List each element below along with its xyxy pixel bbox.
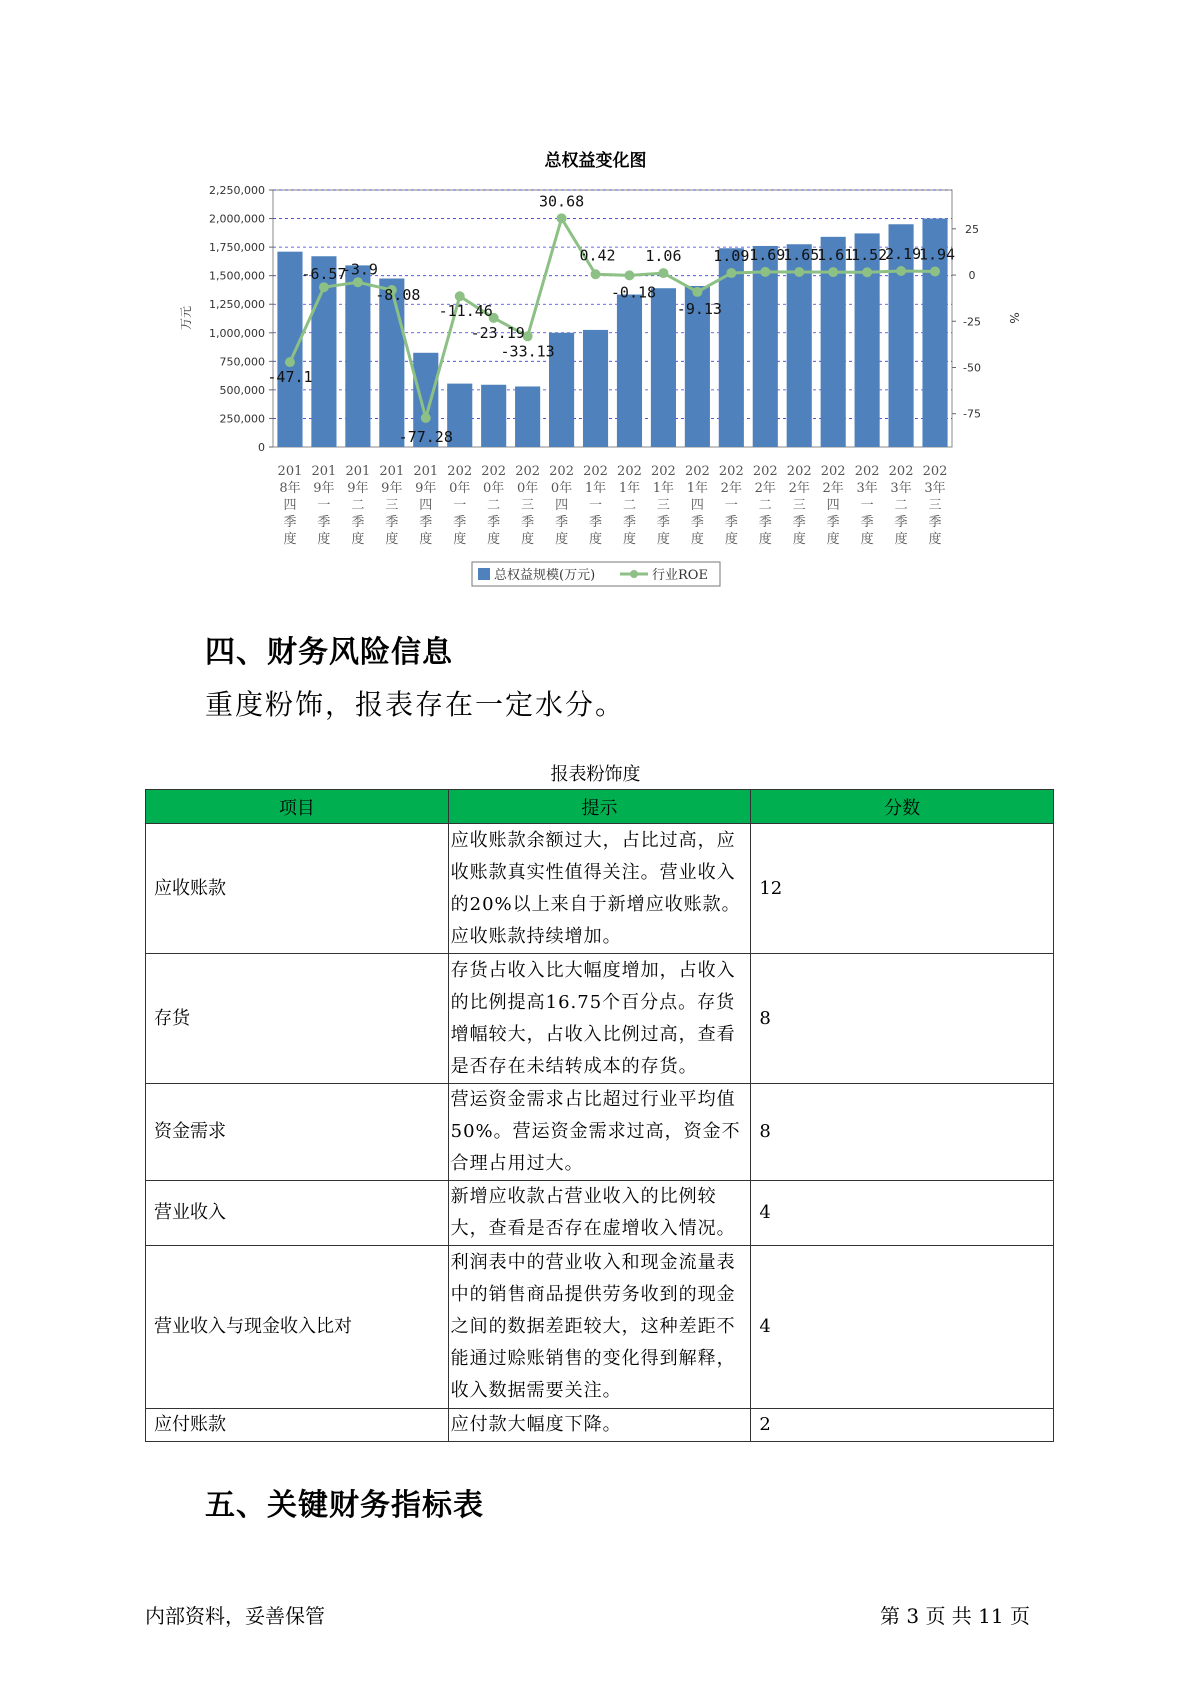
left-tick-label: 0 <box>258 441 265 454</box>
legend-line-label: 行业ROE <box>652 568 708 583</box>
plot-area <box>273 190 952 447</box>
roe-data-label: -8.08 <box>375 285 421 304</box>
roe-point <box>692 287 702 297</box>
row-hint-text: 存货占收入比大幅度增加，占收入的比例提高16.75个百分点。存货增幅较大，占收入比例过高，查看是否存在未结转成本的存货。 <box>450 959 736 1077</box>
category-label: 四 <box>419 498 433 513</box>
row-hint <box>448 824 751 954</box>
roe-point <box>591 269 601 279</box>
left-tick-label: 1,250,000 <box>209 298 265 312</box>
category-label: 季 <box>555 515 569 530</box>
category-label: 2年 <box>822 481 844 496</box>
category-label: 度 <box>317 532 331 547</box>
category-label: 季 <box>487 515 501 530</box>
table-row <box>146 1181 1054 1246</box>
category-label: 202 <box>515 464 541 479</box>
category-label: 201 <box>413 464 439 479</box>
category-label: 季 <box>419 515 433 530</box>
category-label: 一 <box>589 498 603 513</box>
category-label: 一 <box>724 498 738 513</box>
category-label: 度 <box>860 532 874 547</box>
category-label: 度 <box>453 532 467 547</box>
category-label: 201 <box>277 464 303 479</box>
roe-data-label: -0.18 <box>610 283 657 302</box>
roe-point <box>455 291 465 301</box>
footer-confidential-note: 内部资料，妥善保管 <box>145 1604 325 1628</box>
table-header-row <box>146 790 1054 824</box>
row-hint-text: 应收账款余额过大，占比过高，应收账款真实性值得关注。营业收入的20%以上来自于新增应收账款。应收账款持续增加。 <box>450 829 741 947</box>
category-label: 四 <box>690 498 704 513</box>
roe-point <box>828 267 838 277</box>
section-heading-key-indicators: 五、关键财务指标表 <box>205 1488 484 1523</box>
table-row <box>146 824 1054 954</box>
footer-page-number: 第 3 页 共 11 页 <box>880 1604 1030 1628</box>
left-axis-label: 万元 <box>179 305 193 331</box>
category-label: 度 <box>724 532 738 547</box>
left-tick-label: 1,500,000 <box>209 269 265 283</box>
risk-summary-text: 重度粉饰，报表存在一定水分。 <box>205 688 626 721</box>
row-item: 营业收入 <box>146 1181 449 1246</box>
row-score: 4 <box>751 1181 1054 1246</box>
roe-data-label: -6.57 <box>301 265 347 284</box>
category-label: 季 <box>521 515 535 530</box>
roe-data-label: 1.94 <box>918 245 956 264</box>
row-score: 4 <box>751 1246 1054 1409</box>
category-label: 季 <box>453 515 467 530</box>
category-label: 1年 <box>686 481 709 496</box>
legend-bar-swatch <box>478 568 490 580</box>
category-label: 1年 <box>584 481 607 496</box>
bar <box>651 288 676 447</box>
roe-data-label: -33.13 <box>500 342 555 361</box>
row-hint-text: 营运资金需求占比超过行业平均值50%。营运资金需求过高，资金不合理占用过大。 <box>450 1089 741 1174</box>
row-item: 资金需求 <box>146 1084 449 1181</box>
left-tick-label: 500,000 <box>219 383 265 397</box>
roe-point <box>896 266 906 276</box>
left-tick-label: 250,000 <box>219 412 265 426</box>
category-label: 季 <box>656 515 670 530</box>
category-label: 度 <box>622 532 636 547</box>
roe-data-label: -77.28 <box>398 427 453 446</box>
roe-data-label: -47.1 <box>267 368 313 387</box>
roe-data-label: 1.06 <box>645 247 682 266</box>
row-hint-text: 应付款大幅度下降。 <box>450 1414 622 1435</box>
category-label: 度 <box>792 532 806 547</box>
category-label: 季 <box>826 515 840 530</box>
category-label: 3年 <box>890 481 912 496</box>
category-label: 度 <box>487 532 501 547</box>
category-label: 度 <box>555 532 569 547</box>
roe-data-label: -11.46 <box>438 302 493 321</box>
category-label: 度 <box>351 532 365 547</box>
category-label: 季 <box>283 515 297 530</box>
category-label: 202 <box>447 464 473 479</box>
bar <box>345 265 370 447</box>
row-hint <box>448 1409 751 1442</box>
header-score: 分数 <box>751 790 1054 824</box>
category-label: 度 <box>826 532 840 547</box>
category-label: 度 <box>656 532 670 547</box>
category-label: 季 <box>385 515 399 530</box>
row-hint <box>448 1084 751 1181</box>
category-label: 一 <box>317 498 331 513</box>
roe-data-label: -23.19 <box>470 323 525 342</box>
category-label: 二 <box>351 498 365 513</box>
category-label: 0年 <box>516 481 539 496</box>
category-label: 四 <box>826 498 840 513</box>
roe-point <box>658 268 668 278</box>
category-label: 三 <box>656 498 670 513</box>
equity-change-chart <box>0 0 1191 600</box>
category-label: 1年 <box>618 481 641 496</box>
category-label: 0年 <box>483 481 505 496</box>
category-label: 度 <box>385 532 399 547</box>
category-label: 0年 <box>550 481 573 496</box>
category-label: 3年 <box>856 481 878 496</box>
category-label: 三 <box>792 498 806 513</box>
category-label: 202 <box>888 464 914 479</box>
bar <box>515 386 540 447</box>
roe-point <box>285 357 295 367</box>
left-tick-label: 2,250,000 <box>209 184 265 197</box>
bar <box>583 330 608 447</box>
left-tick-label: 1,750,000 <box>209 241 265 255</box>
right-tick-label: 0 <box>968 269 976 283</box>
table-row <box>146 1084 1054 1181</box>
row-hint <box>448 1246 751 1409</box>
category-label: 二 <box>758 498 772 513</box>
chart-title: 总权益变化图 <box>544 151 647 171</box>
roe-point <box>794 267 804 277</box>
right-tick-label: -50 <box>963 361 981 375</box>
category-label: 度 <box>283 532 297 547</box>
category-label: 四 <box>283 498 297 513</box>
category-label: 201 <box>345 464 371 479</box>
category-label: 201 <box>379 464 405 479</box>
category-label: 2年 <box>754 481 776 496</box>
category-label: 三 <box>385 498 399 513</box>
roe-data-label: 1.69 <box>749 245 786 264</box>
category-label: 季 <box>894 515 908 530</box>
row-score: 8 <box>751 954 1054 1084</box>
category-label: 2年 <box>720 481 742 496</box>
category-label: 202 <box>922 464 948 479</box>
category-label: 季 <box>724 515 738 530</box>
table-caption: 报表粉饰度 <box>550 764 641 785</box>
category-label: 季 <box>690 515 704 530</box>
roe-point <box>353 277 363 287</box>
category-label: 201 <box>311 464 337 479</box>
category-label: 9年 <box>415 481 437 496</box>
left-tick-label: 750,000 <box>219 355 265 369</box>
category-label: 度 <box>690 532 704 547</box>
section-heading-financial-risk: 四、财务风险信息 <box>205 635 453 670</box>
category-label: 三 <box>521 498 535 513</box>
row-score: 8 <box>751 1084 1054 1181</box>
row-item: 应付账款 <box>146 1409 449 1442</box>
header-hint: 提示 <box>448 790 751 824</box>
category-label: 202 <box>752 464 778 479</box>
row-hint <box>448 954 751 1084</box>
row-hint <box>448 1181 751 1246</box>
left-tick-label: 2,000,000 <box>209 212 265 226</box>
category-label: 度 <box>419 532 433 547</box>
roe-data-label: 1.52 <box>851 246 888 265</box>
category-label: 季 <box>860 515 874 530</box>
category-label: 202 <box>617 464 642 479</box>
roe-point <box>726 268 736 278</box>
bar <box>617 295 642 447</box>
table-row <box>146 1409 1054 1442</box>
category-label: 3年 <box>924 481 946 496</box>
category-label: 202 <box>684 464 710 479</box>
right-tick-label: -75 <box>963 407 981 421</box>
row-hint-text: 利润表中的营业收入和现金流量表中的销售商品提供劳务收到的现金之间的数据差距较大，这种差距不能通过赊账销售的变化得到解释，收入数据需要关注。 <box>450 1252 736 1401</box>
category-label: 二 <box>894 498 908 513</box>
header-item: 项目 <box>146 790 449 824</box>
category-label: 季 <box>758 515 772 530</box>
legend-line-marker <box>630 570 638 578</box>
category-label: 202 <box>718 464 744 479</box>
category-label: 2年 <box>788 481 810 496</box>
category-label: 一 <box>860 498 874 513</box>
roe-data-label: -3.9 <box>341 260 378 279</box>
category-label: 度 <box>928 532 942 547</box>
category-label: 202 <box>481 464 507 479</box>
row-item: 存货 <box>146 954 449 1084</box>
row-score: 2 <box>751 1409 1054 1442</box>
roe-data-label: 2.19 <box>885 245 922 264</box>
roe-data-label: 1.61 <box>817 246 854 265</box>
category-label: 三 <box>928 498 942 513</box>
roe-data-label: 1.65 <box>783 245 820 264</box>
bar <box>855 233 880 447</box>
roe-point <box>319 282 329 292</box>
legend-bar-label: 总权益规模(万元) <box>494 568 596 583</box>
category-label: 季 <box>622 515 636 530</box>
roe-data-label: 1.09 <box>713 247 750 266</box>
bar <box>481 385 506 447</box>
bar <box>277 252 302 447</box>
category-label: 季 <box>317 515 331 530</box>
right-axis-label: % <box>1007 312 1021 324</box>
category-label: 四 <box>555 498 569 513</box>
category-label: 度 <box>521 532 535 547</box>
roe-point <box>624 270 634 280</box>
roe-data-label: 30.68 <box>538 192 585 211</box>
roe-data-label: -9.13 <box>676 299 722 318</box>
right-tick-label: -25 <box>963 315 981 329</box>
row-item: 营业收入与现金收入比对 <box>146 1246 449 1409</box>
category-label: 202 <box>651 464 676 479</box>
category-label: 202 <box>583 464 608 479</box>
row-score: 12 <box>751 824 1054 954</box>
left-tick-label: 1,000,000 <box>209 326 265 340</box>
category-label: 202 <box>820 464 846 479</box>
roe-point <box>557 213 567 223</box>
category-label: 季 <box>589 515 603 530</box>
category-label: 季 <box>351 515 365 530</box>
category-label: 1年 <box>652 481 675 496</box>
row-hint-text: 新增应收款占营业收入的比例较大，查看是否存在虚增收入情况。 <box>450 1186 736 1239</box>
category-label: 度 <box>589 532 603 547</box>
row-item: 应收账款 <box>146 824 449 954</box>
roe-data-label: 0.42 <box>579 246 616 265</box>
category-label: 202 <box>786 464 812 479</box>
category-label: 9年 <box>313 481 335 496</box>
category-label: 二 <box>622 498 636 513</box>
category-label: 季 <box>792 515 806 530</box>
category-label: 9年 <box>381 481 403 496</box>
category-label: 季 <box>928 515 942 530</box>
roe-point <box>421 413 431 423</box>
category-label: 度 <box>894 532 908 547</box>
roe-point <box>930 266 940 276</box>
category-label: 二 <box>487 498 501 513</box>
roe-point <box>862 267 872 277</box>
category-label: 度 <box>758 532 772 547</box>
category-label: 0年 <box>449 481 471 496</box>
category-label: 8年 <box>279 481 301 496</box>
roe-point <box>760 267 770 277</box>
right-tick-label: 25 <box>965 222 979 236</box>
table-row <box>146 1246 1054 1409</box>
category-label: 202 <box>549 464 574 479</box>
report-embellishment-table <box>145 789 1054 1442</box>
table-row <box>146 954 1054 1084</box>
category-label: 9年 <box>347 481 369 496</box>
category-label: 一 <box>453 498 467 513</box>
category-label: 202 <box>854 464 880 479</box>
